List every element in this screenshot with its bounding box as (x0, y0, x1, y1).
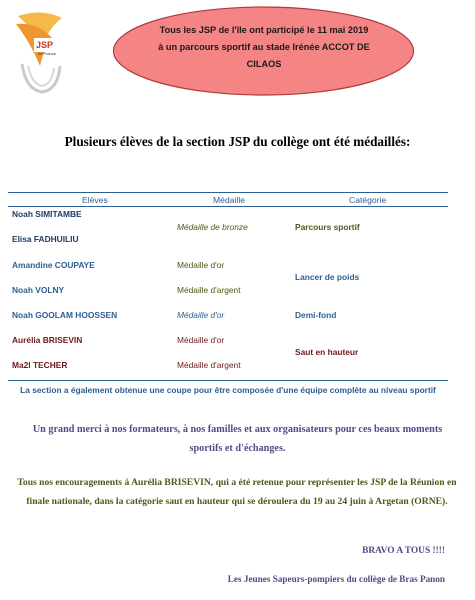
bravo-text: BRAVO A TOUS !!!! (362, 546, 445, 556)
signature: Les Jeunes Sapeurs-pompiers du collège de Bras Panon (227, 574, 445, 584)
jsp-logo (8, 8, 70, 96)
banner-line-3: CILAOS (246, 59, 282, 69)
banner-line-1: Tous les JSP de l'île ont participé le 11 mai 2019 (159, 25, 369, 35)
header-medal: Médaille (213, 195, 246, 205)
medal-value: Médaille d'argent (177, 285, 241, 295)
medal-value: Médaille d'argent (177, 360, 241, 370)
medal-value: Médaille de bronze (177, 222, 248, 232)
svg-text:JSP: JSP (36, 40, 54, 50)
student-name: Elisa FADHUILIU (12, 234, 79, 244)
category-value: Saut en hauteur (295, 347, 359, 357)
category-value: Parcours sportif (295, 222, 360, 232)
table-footer-rule (8, 380, 448, 381)
category-value: Demi-fond (295, 310, 337, 320)
student-name: Ma2l TECHER (12, 360, 68, 370)
student-name: Aurélia BRISEVIN (12, 335, 83, 345)
table-footer-note: La section a également obtenue une coupe pour être composée d'une équipe complète au niveau sportif (20, 385, 436, 395)
student-name: Noah VOLNY (12, 285, 65, 295)
banner-text (148, 22, 380, 73)
table-top-rule (8, 192, 448, 193)
header-students: Elèves (82, 195, 108, 205)
encouragement-paragraph: Tous nos encouragements à Aurélia BRISEVIN, qui a été retenue pour représenter les JSP de la Réunion en finale nationale, dans la catégorie saut en hauteur qui se déroulera du 19 au 24 juin à Argetan (ORNE). (17, 477, 457, 507)
medal-value: Médaille d'or (177, 335, 225, 345)
table-header-rule (8, 206, 448, 207)
page-heading: Plusieurs élèves de la section JSP du collège ont été médaillés: (64, 134, 411, 149)
svg-text:de France: de France (38, 51, 57, 56)
header-category: Catégorie (349, 195, 387, 205)
student-name: Noah SIMITAMBE (12, 209, 82, 219)
medal-value: Médaille d'or (177, 310, 225, 320)
banner-line-2: à un parcours sportif au stade Irénée ACCOT DE (158, 42, 370, 52)
student-name: Noah GOOLAM HOOSSEN (12, 310, 118, 320)
category-value: Lancer de poids (295, 272, 360, 282)
student-name: Amandine COUPAYE (12, 260, 95, 270)
medal-value: Médaille d'or (177, 260, 225, 270)
thanks-paragraph: Un grand merci à nos formateurs, à nos familles et aux organisateurs pour ces beaux moments sportifs et d'échanges. (32, 424, 443, 454)
